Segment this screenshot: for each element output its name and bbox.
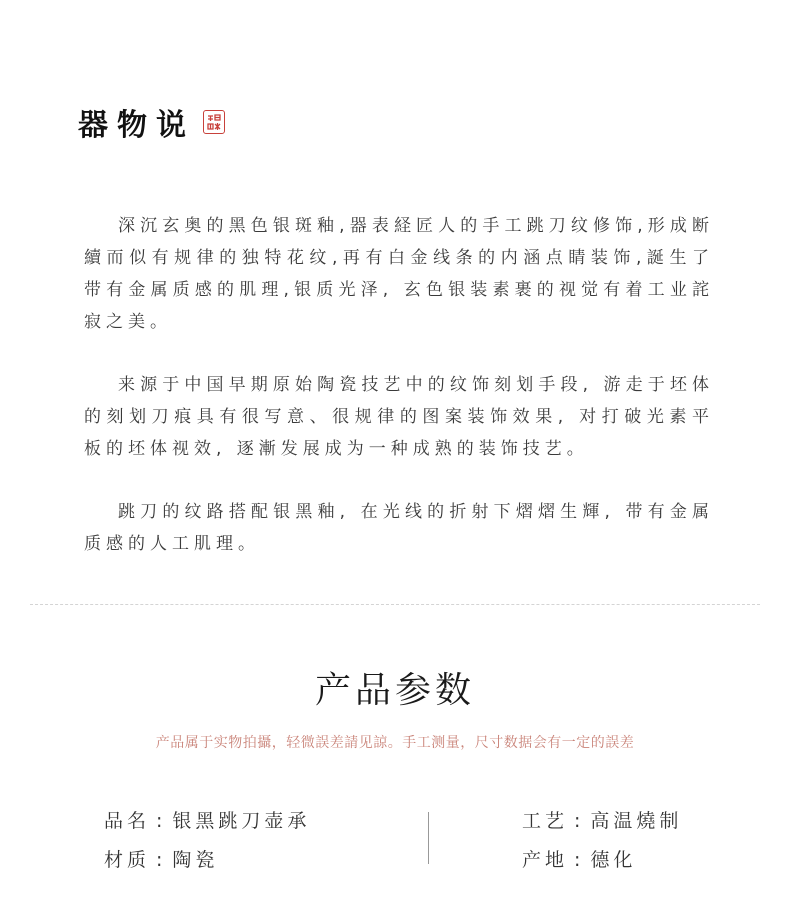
spec-material [104,845,218,872]
spec-label: 品名 [104,810,151,832]
description-paragraph: 深沉玄奥的黑色银斑釉,器表経匠人的手工跳刀纹修饰,形成断續而似有规律的独特花纹,再有白金线条的内涵点睛装饰,誕生了带有金属质感的肌理,银质光泽, 玄色银装素裹的视觉有着工业詫寂之美。 [84,216,714,332]
spec-product-name [104,806,310,833]
spec-label: 产地 [522,849,569,871]
spec-value: 陶瓷 [172,849,219,871]
spec-separator: : [574,849,585,871]
spec-value: 德化 [590,849,637,871]
params-note: 产品属于实物拍攝，轻微誤差請见諒。手工测量，尺寸数据会有一定的誤差 [155,735,635,751]
description-paragraph: 跳刀的纹路搭配银黑釉, 在光线的折射下熠熠生輝, 带有金属质感的人工肌理。 [84,502,714,554]
params-title: 产品参数 [314,670,475,711]
section-heading [78,100,225,144]
spec-separator: : [574,810,585,832]
section-title: 器物说 [78,108,195,143]
spec-label: 工艺 [522,810,569,832]
spec-separator: : [156,849,167,871]
section-divider [30,604,760,605]
spec-value: 银黑跳刀壶承 [172,810,311,832]
column-divider [428,812,429,864]
spec-origin [522,845,636,872]
description-paragraph: 来源于中国早期原始陶瓷技艺中的纹饰刻划手段, 游走于坯体的刻划刀痕具有很写意、很规律的图案装饰效果, 对打破光素平板的坯体视效, 逐漸发展成为一种成熟的装饰技艺。 [84,375,714,459]
spec-separator: : [156,810,167,832]
spec-craft [522,806,682,833]
spec-label: 材质 [104,849,151,871]
spec-value: 高温燒制 [590,810,683,832]
seal-stamp-icon [203,110,225,134]
description-block [84,210,714,591]
